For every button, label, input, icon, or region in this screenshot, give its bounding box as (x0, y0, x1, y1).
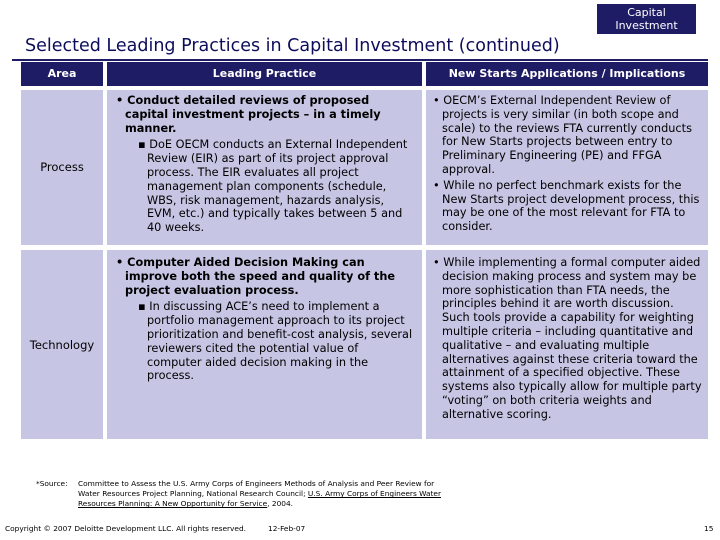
header-leading-practice: Leading Practice (107, 62, 422, 86)
row-process-implications (426, 90, 708, 245)
section-tag-line2: Investment (615, 19, 678, 32)
header-area: Area (21, 62, 103, 86)
source-link[interactable]: U.S. Army Corps of Engineers Water Resources Planning: A New Opportunity for Service (78, 489, 442, 509)
practice-sub-bullet: ▪ DoE OECM conducts an External Independent Review (EIR) as part of its project approval process. The EIR evaluates all project management plan components (schedule, WBS, risk management, hazards analysis, EVM, etc.) and typically takes between 5 and 40 weeks. (138, 138, 408, 235)
source-text: Committee to Assess the U.S. Army Corps of Engineers Methods of Analysis and Peer Review for Water Resources Project Planning, National Research Council; U.S. Army Corps of Engineers Water Resources Planning: A New Opportunity for Service, 2004. (78, 479, 442, 509)
copyright: Copyright © 2007 Deloitte Development LLC. All rights reserved. (5, 524, 247, 533)
area-label-technology: Technology (29, 338, 95, 352)
page-title: Selected Leading Practices in Capital Investment (continued) (25, 36, 560, 56)
footer-date: 12-Feb-07 (268, 524, 306, 533)
implication-bullet: • While no perfect benchmark exists for the New Starts project development process, this may be one of the most relevant for FTA to consider. (433, 178, 700, 234)
row-technology-area (21, 250, 103, 439)
title-rule (12, 59, 708, 61)
implication-bullet: • OECM’s External Independent Review of projects is very similar (in both scope and scale) to the reviews FTA currently conducts for New Starts projects between entry to Preliminary Engineering (PE) and FFGA approval. (433, 94, 692, 176)
section-tag-line1: Capital (627, 6, 666, 19)
row-technology-implications (426, 250, 708, 439)
practice-main-bullet: • Computer Aided Decision Making can improve both the speed and quality of the project evaluation process. (116, 256, 396, 297)
row-technology-practice (107, 250, 422, 439)
section-tag (597, 4, 696, 34)
page-number: 15 (704, 524, 714, 533)
header-implications: New Starts Applications / Implications (426, 62, 708, 86)
area-label-process: Process (40, 160, 84, 174)
source-label: *Source: (36, 479, 68, 488)
practice-main-bullet: • Conduct detailed reviews of proposed capital investment projects – in a timely manner. (116, 94, 381, 135)
row-process-area (21, 90, 103, 245)
practice-sub-bullet: ▪ In discussing ACE’s need to implement a portfolio management approach to its project prioritization and benefit-cost analysis, several reviewers cited the potential value of computer aided decision making in the process. (138, 300, 413, 383)
implication-bullet: • While implementing a formal computer aided decision making process and system may be more sophistication than FTA needs, the principles behind it are worth discussion. Such tools provide a capability for weighting multiple criteria – including quantitative and qualitative – and evaluating multiple alternatives against these criteria toward the attainment of a specified objective. These systems also typically allow for multiple party “voting” on both criteria weights and alternative scoring. (433, 256, 702, 421)
row-process-practice (107, 90, 422, 245)
